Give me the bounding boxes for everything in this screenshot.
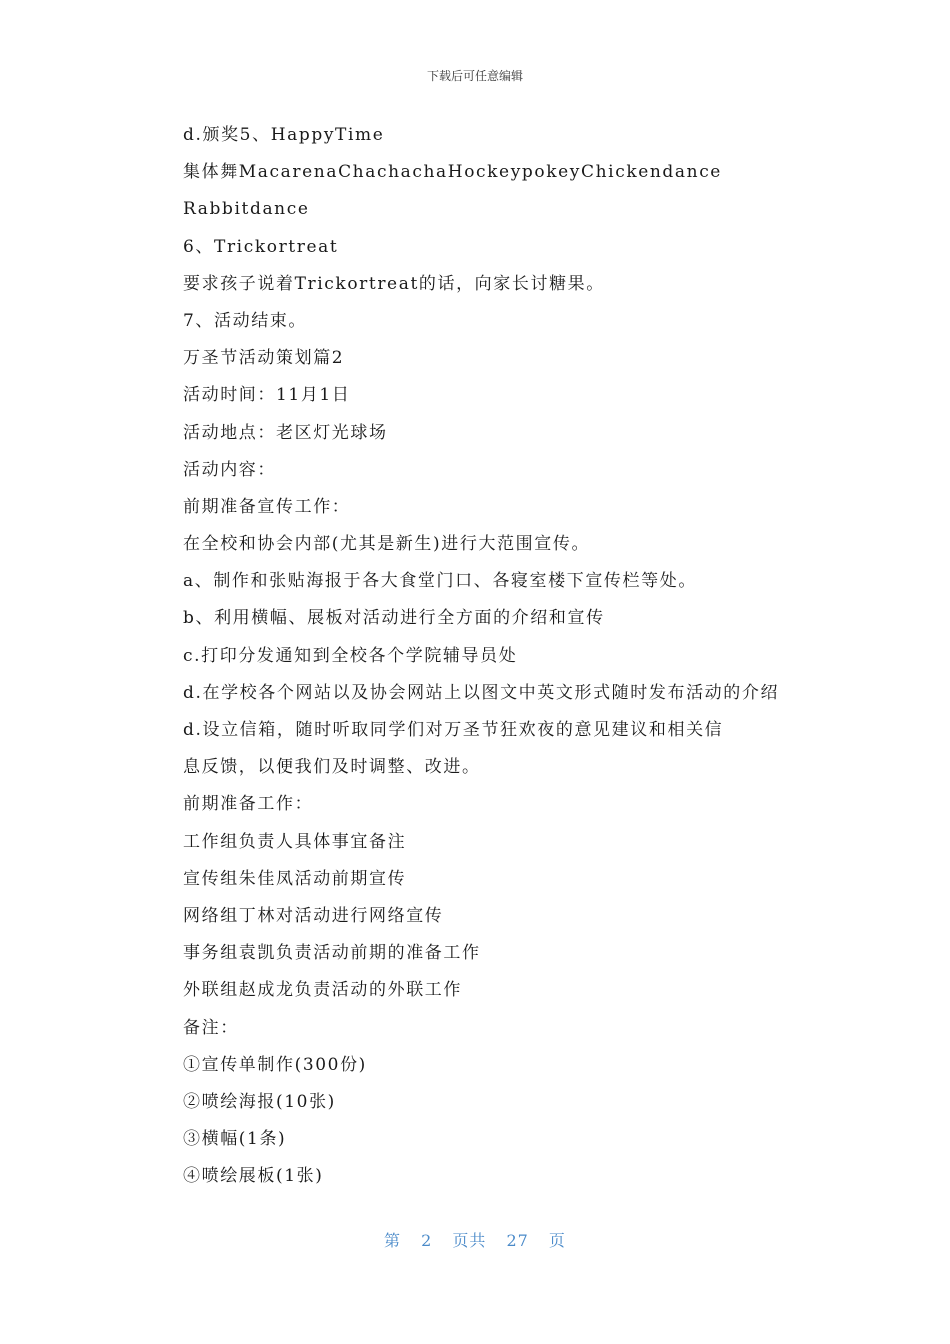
body-line: 备注： (183, 1017, 239, 1038)
body-line: c.打印分发通知到全校各个学院辅导员处 (183, 645, 518, 666)
section-title: 万圣节活动策划篇2 (183, 348, 345, 369)
body-line: Rabbitdance (183, 199, 310, 220)
body-line: ④喷绘展板(1张) (183, 1166, 324, 1187)
body-line: 活动地点：老区灯光球场 (183, 422, 388, 443)
page-number-footer: 第 2 页共 27 页 (384, 1231, 566, 1250)
body-line: 在全校和协会内部(尤其是新生)进行大范围宣传。 (183, 534, 591, 555)
body-line: 6、Trickortreat (183, 236, 339, 257)
body-line: 活动内容： (183, 459, 276, 480)
body-line: 前期准备工作： (183, 794, 314, 815)
body-line: 前期准备宣传工作： (183, 496, 351, 517)
body-line: ①宣传单制作(300份) (183, 1054, 367, 1075)
body-line: a、制作和张贴海报于各大食堂门口、各寝室楼下宣传栏等处。 (183, 571, 697, 592)
body-line: b、利用横幅、展板对活动进行全方面的介绍和宣传 (183, 608, 605, 629)
body-line: ②喷绘海报(10张) (183, 1091, 336, 1112)
body-line: 活动时间：11月1日 (183, 385, 351, 406)
body-line: d.设立信箱，随时听取同学们对万圣节狂欢夜的意见建议和相关信 (183, 720, 724, 740)
body-line: 要求孩子说着Trickortreat的话，向家长讨糖果。 (183, 273, 605, 294)
body-line: 事务组袁凯负责活动前期的准备工作 (183, 943, 481, 964)
body-line: 网络组丁林对活动进行网络宣传 (183, 905, 444, 926)
body-line: ③横幅(1条) (183, 1129, 287, 1150)
body-line: 外联组赵成龙负责活动的外联工作 (183, 980, 462, 1001)
body-line: 7、活动结束。 (183, 310, 308, 331)
body-line: 宣传组朱佳凤活动前期宣传 (183, 868, 407, 889)
document-body (183, 121, 883, 1199)
body-line: 工作组负责人具体事宜备注 (183, 831, 407, 852)
page-header-note: 下载后可任意编辑 (426, 69, 523, 83)
body-line: d.在学校各个网站以及协会网站上以图文中英文形式随时发布活动的介绍 (183, 682, 780, 703)
body-line: d.颁奖5、HappyTime (183, 125, 385, 145)
body-line: 息反馈，以便我们及时调整、改进。 (183, 757, 481, 778)
body-line: 集体舞MacarenaChachachaHockeypokeyChickendance (183, 162, 722, 183)
